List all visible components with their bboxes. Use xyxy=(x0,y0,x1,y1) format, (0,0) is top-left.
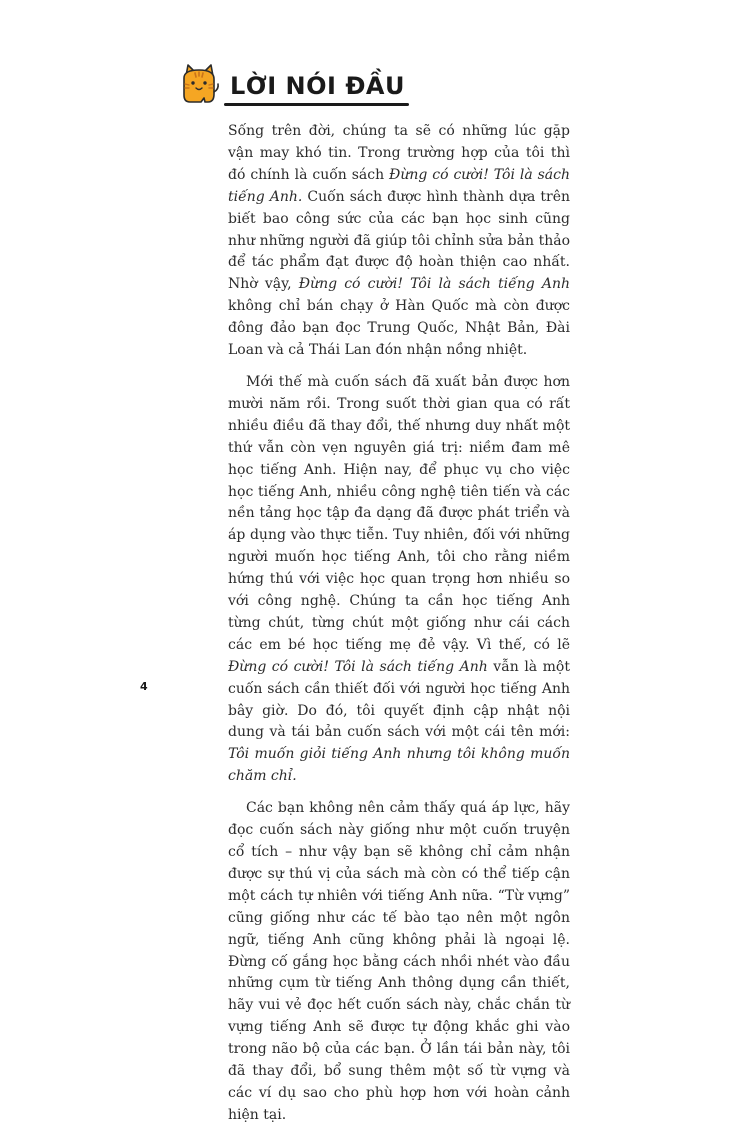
paragraph-text: Mới thế mà cuốn sách đã xuất bản được hơn mười năm rồi. Trong suốt thời gian qua có rất nhiều điều đã thay đổi, thế nhưng duy nhất một thứ vẫn còn vẹn nguyên giá trị: niềm đam mê học tiếng Anh. Hiện nay, để phục vụ cho việc học tiếng Anh, nhiều công nghệ tiên tiến và các nền tảng học tập đa dạng đã được phát triển và áp dụng vào thực tiễn. Tuy nhiên, đối với những người muốn học tiếng Anh, tôi cho rằng niềm hứng thú với việc học quan trọng hơn nhiều so với công nghệ. Chúng ta cần học tiếng Anh từng chút, từng chút một giống như cái cách các em bé học tiếng mẹ đẻ vậy. Vì thế, có lẽ xyxy=(228,373,570,653)
page-number: 4 xyxy=(140,680,148,693)
book-title-italic: Đừng có cười! Tôi là sách tiếng Anh xyxy=(228,658,488,675)
title-block xyxy=(230,72,405,106)
paragraph-1 xyxy=(228,121,570,362)
paragraph-text: Sống trên đời, chúng ta sẽ có những lúc gặp vận may khó tin. Trong trường hợp của tôi thì đó chính là cuốn sách xyxy=(228,123,570,183)
paragraph-text: không chỉ bán chạy ở Hàn Quốc mà còn được đông đảo bạn đọc Trung Quốc, Nhật Bản, Đài Loan và cả Thái Lan đón nhận nồng nhiệt. xyxy=(228,298,570,359)
title-underline xyxy=(224,103,409,106)
book-title-italic: Tôi muốn giỏi tiếng Anh nhưng tôi không muốn chăm chỉ. xyxy=(228,746,570,785)
chapter-header xyxy=(178,62,405,106)
page-title: LỜI NÓI ĐẦU xyxy=(230,72,405,100)
paragraph-3 xyxy=(228,798,570,1127)
cat-icon xyxy=(178,62,220,106)
paragraph-2 xyxy=(228,372,570,788)
book-title-italic: Đừng có cười! Tôi là sách tiếng Anh xyxy=(298,276,570,293)
paragraph-text: Cuốn sách được hình thành dựa trên biết bao công sức của các bạn học sinh cũng như những người đã giúp tôi chỉnh sửa bản thảo để tác phẩm đạt được độ hoàn thiện cao nhất. Nhờ vậy, xyxy=(228,188,570,293)
book-title-italic: Đừng có cười! Tôi là sách tiếng Anh. xyxy=(228,166,570,205)
body-text xyxy=(228,121,570,1137)
paragraph-text: Các bạn không nên cảm thấy quá áp lực, hãy đọc cuốn sách này giống như một cuốn truyện cổ tích – như vậy bạn sẽ không chỉ cảm nhận được sự thú vị của sách mà còn có thể tiếp cận một cách tự nhiên với tiếng Anh nữa. “Từ vựng” cũng giống như các tế bào tạo nên một ngôn ngữ, tiếng Anh cũng không phải là ngoại lệ. Đừng cố gắng học bằng cách nhồi nhét vào đầu những cụm từ tiếng Anh thông dụng cần thiết, hãy vui vẻ đọc hết cuốn sách này, chắc chắn từ vựng tiếng Anh sẽ được tự động khắc ghi vào trong não bộ của các bạn. Ở lần tái bản này, tôi đã thay đổi, bổ sung thêm một số từ vựng và các ví dụ sao cho phù hợp hơn với hoàn cảnh hiện tại. xyxy=(228,800,570,1123)
paragraph-text: vẫn là một cuốn sách cần thiết đối với người học tiếng Anh bây giờ. Do đó, tôi quyết định cập nhật nội dung và tái bản cuốn sách với một cái tên mới: xyxy=(228,658,570,741)
